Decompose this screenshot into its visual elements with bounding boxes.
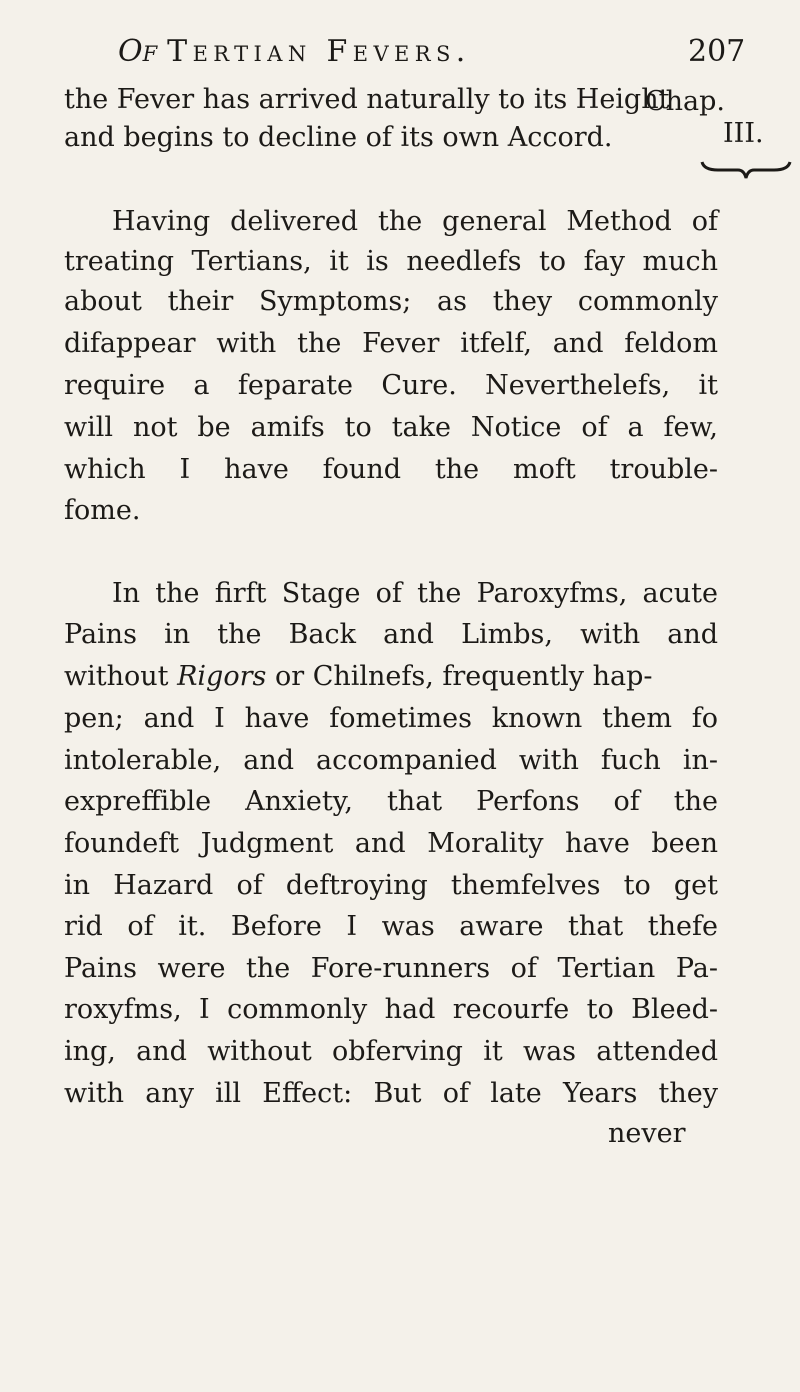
italic-word: Rigors <box>177 661 267 692</box>
text-line: require a feparate Cure. Neverthelefs, it <box>64 370 718 401</box>
text-line: the Fever has arrived naturally to its Height <box>64 84 670 115</box>
text-line: with any ill Effect: But of late Years they <box>64 1078 718 1109</box>
text-line: foundeft Judgment and Morality have been <box>64 828 718 859</box>
text-line: fome. <box>64 495 141 526</box>
text-line: treating Tertians, it is needlefs to fay much <box>64 246 718 277</box>
text-line: Pains were the Fore-runners of Tertian Pa- <box>64 953 718 984</box>
text-word: or Chilnefs, frequently hap- <box>274 661 653 692</box>
text-line: roxyfms, I commonly had recourfe to Bleed- <box>64 994 718 1025</box>
text-line: and begins to decline of its own Accord. <box>64 122 613 153</box>
text-line: difappear with the Fever itfelf, and feldom <box>64 328 718 359</box>
text-line: which I have found the moft trouble- <box>64 454 718 485</box>
text-line: intolerable, and accompanied with fuch in- <box>64 745 718 776</box>
text-line: rid of it. Before I was aware that thefe <box>64 911 718 942</box>
chapter-number: III. <box>723 118 764 149</box>
running-head-of: Of <box>118 34 158 69</box>
text-line: Pains in the Back and Limbs, with and <box>64 619 718 650</box>
text-line: about their Symptoms; as they commonly <box>64 286 718 317</box>
catchword: never <box>608 1118 686 1149</box>
text-line: ing, and without obferving it was attended <box>64 1036 718 1067</box>
page-number: 207 <box>688 34 746 69</box>
brace-icon <box>698 156 794 180</box>
chapter-marginal: Chap. <box>645 86 726 117</box>
text-line: Having delivered the general Method of <box>112 206 718 237</box>
text-line: In the firft Stage of the Paroxyfms, acute <box>112 578 718 609</box>
text-line <box>64 663 718 690</box>
text-line: in Hazard of deftroying themfelves to get <box>64 870 718 901</box>
text-line: will not be amifs to take Notice of a few, <box>64 412 718 443</box>
running-head-title: Tertian Fevers. <box>167 34 471 69</box>
text-word: without <box>64 661 169 692</box>
running-head <box>118 34 471 69</box>
text-line: pen; and I have fometimes known them fo <box>64 703 718 734</box>
text-line: expreffible Anxiety, that Perfons of the <box>64 786 718 817</box>
